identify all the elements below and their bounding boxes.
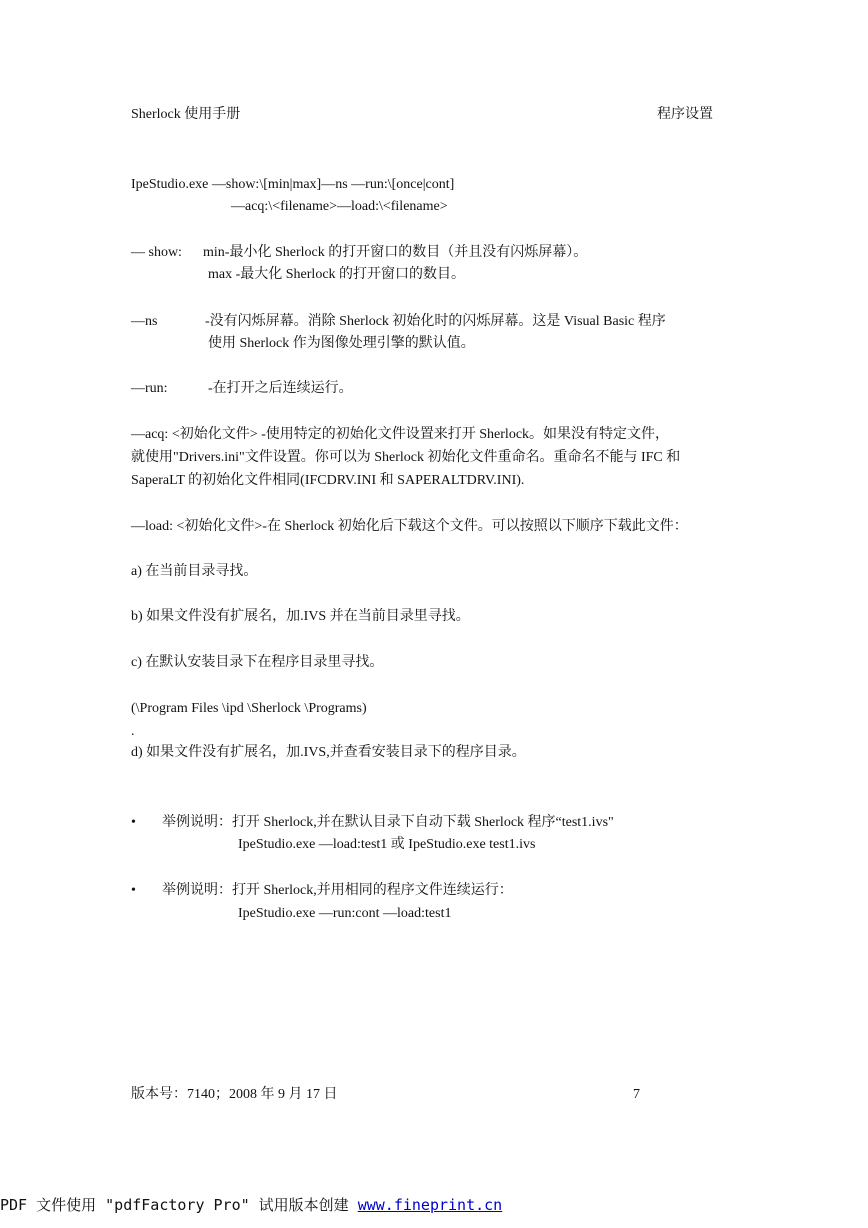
path-dot: . [131, 724, 135, 739]
run-text: -在打开之后连续运行。 [208, 381, 353, 396]
example-2-command: IpeStudio.exe —run:cont —load:test1 [238, 906, 452, 921]
fineprint-link[interactable]: www.fineprint.cn [357, 1196, 503, 1214]
header-section: 程序设置 [657, 107, 713, 122]
step-c: c) 在默认安装目录下在程序目录里寻找。 [131, 655, 384, 670]
acq-line-2: 就使用"Drivers.ini"文件设置。你可以为 Sherlock 初始化文件重命名。重命名不能与 IFC 和 [131, 450, 681, 465]
acq-line-3: SaperaLT 的初始化文件相同(IFCDRV.INI 和 SAPERALTDRV.INI). [131, 473, 525, 488]
show-label: — show: [131, 245, 182, 260]
ns-label: —ns [131, 314, 158, 329]
step-a: a) 在当前目录寻找。 [131, 564, 258, 579]
run-label: —run: [131, 381, 168, 396]
ns-line-2: 使用 Sherlock 作为图像处理引擎的默认值。 [208, 336, 475, 351]
bullet-icon: • [131, 815, 136, 830]
program-path: (\Program Files \ipd \Sherlock \Programs) [131, 701, 367, 716]
show-min: min-最小化 Sherlock 的打开窗口的数目（并且没有闪烁屏幕）。 [203, 245, 588, 260]
bullet-icon: • [131, 883, 136, 898]
footer-version: 版本号：7140；2008 年 9 月 17 日 [131, 1087, 338, 1102]
step-d: d) 如果文件没有扩展名，加.IVS,并查看安装目录下的程序目录。 [131, 745, 526, 760]
example-1-title: 举例说明：打开 Sherlock,并在默认目录下自动下载 Sherlock 程序“test1.ivs" [162, 815, 614, 830]
page-number: 7 [633, 1087, 640, 1102]
pdf-watermark-line [0, 1196, 502, 1214]
example-2-title: 举例说明：打开 Sherlock,并用相同的程序文件连续运行： [162, 883, 513, 898]
syntax-line-1: IpeStudio.exe —show:\[min|max]—ns —run:\[once|cont] [131, 177, 455, 192]
header-title: Sherlock 使用手册 [131, 107, 241, 122]
ns-line-1: -没有闪烁屏幕。消除 Sherlock 初始化时的闪烁屏幕。这是 Visual Basic 程序 [205, 314, 666, 329]
syntax-line-2: —acq:\<filename>—load:\<filename> [231, 199, 448, 214]
show-max: max -最大化 Sherlock 的打开窗口的数目。 [208, 267, 466, 282]
acq-line-1: —acq: <初始化文件> -使用特定的初始化文件设置来打开 Sherlock。如果没有特定文件， [131, 427, 670, 442]
step-b: b) 如果文件没有扩展名，加.IVS 并在当前目录里寻找。 [131, 609, 470, 624]
pdf-note: PDF 文件使用 "pdfFactory Pro" 试用版本创建 [0, 1196, 358, 1214]
example-1-command: IpeStudio.exe —load:test1 或 IpeStudio.exe test1.ivs [238, 837, 536, 852]
load-text: —load: <初始化文件>-在 Sherlock 初始化后下载这个文件。可以按照以下顺序下载此文件： [131, 519, 688, 534]
